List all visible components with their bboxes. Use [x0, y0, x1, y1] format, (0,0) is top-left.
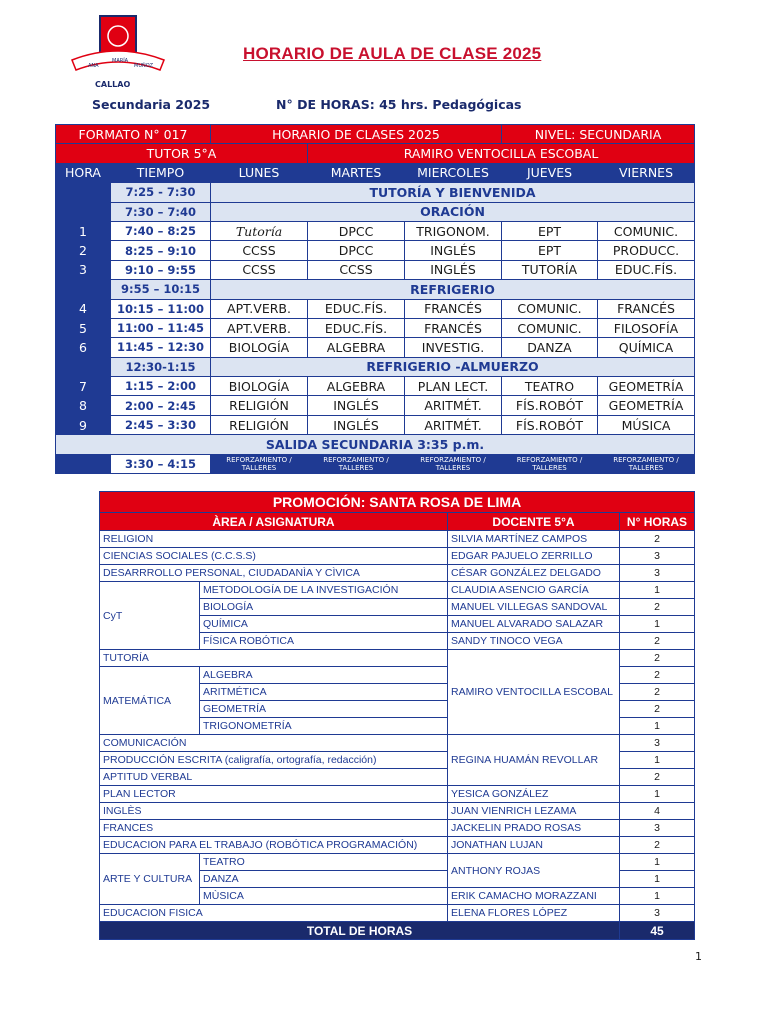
- table-row: INGLÈS JUAN VIENRICH LEZAMA 4: [100, 803, 695, 820]
- hour-number: 3: [56, 260, 111, 279]
- subject-cell: COMUNIC.: [502, 318, 598, 337]
- table-row: RELIGION SILVIA MARTÍNEZ CAMPOS 2: [100, 531, 695, 548]
- table-row: GEOMETRÍA 2: [100, 701, 695, 718]
- level-subtitle: Secundaria 2025: [92, 97, 211, 112]
- subject-cell: ARITMÉT.: [405, 415, 502, 434]
- hour-number: [56, 280, 111, 299]
- subject-cell: DANZA: [502, 338, 598, 357]
- column-header: TIEMPO: [111, 163, 211, 182]
- exit-row: [56, 435, 695, 454]
- subject-cell: ALGEBRA: [308, 338, 405, 357]
- table-row: DESARRROLLO PERSONAL, CIUDADANÌA Y CÌVICA CÉSAR GONZÁLEZ DELGADO 3: [100, 565, 695, 582]
- subject-cell: QUÍMICA: [598, 338, 695, 357]
- area-header: ÀREA / ASIGNATURA: [100, 513, 448, 531]
- column-header: LUNES: [211, 163, 308, 182]
- break-label: ORACIÓN: [211, 202, 695, 221]
- exit-time-label: SALIDA SECUNDARIA 3:35 p.m.: [56, 435, 695, 454]
- mat-docente: RAMIRO VENTOCILLA ESCOBAL: [448, 650, 620, 735]
- schedule-row: [56, 183, 695, 202]
- hour-number: [56, 454, 111, 473]
- time-slot: 8:25 – 9:10: [111, 241, 211, 260]
- subject-cell: RELIGIÓN: [211, 396, 308, 415]
- subject-cell: GEOMETRÍA: [598, 377, 695, 396]
- schedule-row: [56, 357, 695, 376]
- table-row: COMUNICACIÓN REGINA HUAMÁN REVOLLAR 3: [100, 735, 695, 752]
- time-slot: 10:15 – 11:00: [111, 299, 211, 318]
- subject-cell: FÍS.ROBÓT: [502, 396, 598, 415]
- subject-cell: FRANCÉS: [405, 318, 502, 337]
- reinforcement-cell: REFORZAMIENTO / TALLERES: [598, 454, 695, 473]
- schedule-row: [56, 280, 695, 299]
- table-row: ARTE Y CULTURA TEATRO ANTHONY ROJAS 1: [100, 854, 695, 871]
- subject-cell: EPT: [502, 241, 598, 260]
- reinforcement-row: [56, 454, 695, 473]
- time-slot: 7:40 – 8:25: [111, 221, 211, 240]
- schedule-row: [56, 396, 695, 415]
- subject-cell: BIOLOGÍA: [211, 338, 308, 357]
- schedule-row: [56, 338, 695, 357]
- subject-cell: FÍS.ROBÓT: [502, 415, 598, 434]
- subject-cell: INGLÉS: [308, 396, 405, 415]
- subject-cell: APT.VERB.: [211, 318, 308, 337]
- hour-number: 2: [56, 241, 111, 260]
- promotion-table: [99, 491, 695, 940]
- subject-cell: CCSS: [308, 260, 405, 279]
- svg-text:ANA: ANA: [88, 63, 99, 69]
- subject-cell: FILOSOFÍA: [598, 318, 695, 337]
- format-number: FORMATO N° 017: [56, 125, 211, 144]
- subject-cell: FRANCÉS: [598, 299, 695, 318]
- hour-number: 6: [56, 338, 111, 357]
- table-row: APTITUD VERBAL 2: [100, 769, 695, 786]
- break-label: TUTORÍA Y BIENVENIDA: [211, 183, 695, 202]
- level-label: NIVEL: SECUNDARIA: [502, 125, 695, 144]
- table-row: PLAN LECTOR YESICA GONZÁLEZ 1: [100, 786, 695, 803]
- table-row: BIOLOGÍA MANUEL VILLEGAS SANDOVAL 2: [100, 599, 695, 616]
- column-header-row: [56, 163, 695, 182]
- subject-cell: ARITMÉT.: [405, 396, 502, 415]
- subject-cell: DPCC: [308, 241, 405, 260]
- arte-docente: ANTHONY ROJAS: [448, 854, 620, 888]
- schedule-row: [56, 415, 695, 434]
- com-docente: REGINA HUAMÁN REVOLLAR: [448, 735, 620, 786]
- reinforcement-cell: REFORZAMIENTO / TALLERES: [308, 454, 405, 473]
- tutor-label: TUTOR 5°A: [56, 144, 308, 163]
- schedule-row: [56, 241, 695, 260]
- schedule-row: [56, 202, 695, 221]
- page-number: 1: [695, 950, 702, 963]
- subject-cell: EDUC.FÍS.: [308, 299, 405, 318]
- subject-cell: TUTORÍA: [502, 260, 598, 279]
- schedule-row: [56, 260, 695, 279]
- svg-text:MUÑOZ: MUÑOZ: [134, 63, 154, 69]
- total-row: [100, 922, 695, 940]
- subject-cell: MÚSICA: [598, 415, 695, 434]
- cyt-area: CyT: [100, 582, 200, 650]
- column-header: VIERNES: [598, 163, 695, 182]
- hour-number: 7: [56, 377, 111, 396]
- total-label: TOTAL DE HORAS: [100, 922, 620, 940]
- subject-cell: INGLÉS: [405, 260, 502, 279]
- subject-cell: DPCC: [308, 221, 405, 240]
- break-label: REFRIGERIO: [211, 280, 695, 299]
- time-slot: 3:30 – 4:15: [111, 454, 211, 473]
- table-row: DANZA 1: [100, 871, 695, 888]
- subject-cell: INGLÉS: [405, 241, 502, 260]
- table-row: EDUCACION FISICA ELENA FLORES LÓPEZ 3: [100, 905, 695, 922]
- schedule-table: [55, 124, 695, 474]
- subject-cell: EDUC.FÍS.: [598, 260, 695, 279]
- total-hours: 45: [620, 922, 695, 940]
- time-slot: 12:30-1:15: [111, 357, 211, 376]
- table-row: MATEMÁTICA ALGEBRA 2: [100, 667, 695, 684]
- subject-cell: GEOMETRÍA: [598, 396, 695, 415]
- subject-cell: INGLÉS: [308, 415, 405, 434]
- subject-cell: ALGEBRA: [308, 377, 405, 396]
- subject-cell: Tutoría: [211, 221, 308, 240]
- column-header: JUEVES: [502, 163, 598, 182]
- tutor-name: RAMIRO VENTOCILLA ESCOBAL: [308, 144, 695, 163]
- tutor-row: [56, 144, 695, 163]
- table-row: MÙSICA ERIK CAMACHO MORAZZANI 1: [100, 888, 695, 905]
- time-slot: 9:10 – 9:55: [111, 260, 211, 279]
- hour-number: 8: [56, 396, 111, 415]
- subject-cell: INVESTIG.: [405, 338, 502, 357]
- table-row: ARITMÉTICA 2: [100, 684, 695, 701]
- schedule-row: [56, 318, 695, 337]
- time-slot: 11:00 – 11:45: [111, 318, 211, 337]
- hours-subtitle: N° DE HORAS: 45 hrs. Pedagógicas: [276, 97, 522, 112]
- subject-cell: COMUNIC.: [502, 299, 598, 318]
- schedule-row: [56, 221, 695, 240]
- table-row: CyT METODOLOGÍA DE LA INVESTIGACIÓN CLAUDIA ASENCIO GARCÍA 1: [100, 582, 695, 599]
- hour-number: 1: [56, 221, 111, 240]
- column-header: MARTES: [308, 163, 405, 182]
- schedule-title: HORARIO DE CLASES 2025: [211, 125, 502, 144]
- arte-area: ARTE Y CULTURA: [100, 854, 200, 905]
- schedule-row: [56, 299, 695, 318]
- hour-number: [56, 202, 111, 221]
- subject-cell: PLAN LECT.: [405, 377, 502, 396]
- break-label: REFRIGERIO -ALMUERZO: [211, 357, 695, 376]
- subject-cell: CCSS: [211, 260, 308, 279]
- hour-number: 4: [56, 299, 111, 318]
- subject-cell: APT.VERB.: [211, 299, 308, 318]
- subject-cell: PRODUCC.: [598, 241, 695, 260]
- table-row: FÍSICA ROBÓTICA SANDY TINOCO VEGA 2: [100, 633, 695, 650]
- time-slot: 9:55 – 10:15: [111, 280, 211, 299]
- table-row: QUÍMICA MANUEL ALVARADO SALAZAR 1: [100, 616, 695, 633]
- subject-cell: CCSS: [211, 241, 308, 260]
- column-header: HORA: [56, 163, 111, 182]
- time-slot: 2:00 – 2:45: [111, 396, 211, 415]
- time-slot: 1:15 – 2:00: [111, 377, 211, 396]
- reinforcement-cell: REFORZAMIENTO / TALLERES: [405, 454, 502, 473]
- subject-cell: EDUC.FÍS.: [308, 318, 405, 337]
- reinforcement-cell: REFORZAMIENTO / TALLERES: [502, 454, 598, 473]
- column-header: MIERCOLES: [405, 163, 502, 182]
- subject-cell: BIOLOGÍA: [211, 377, 308, 396]
- horas-header: N° HORAS: [620, 513, 695, 531]
- page-title: HORARIO DE AULA DE CLASE 2025: [243, 44, 542, 63]
- subject-cell: TRIGONOM.: [405, 221, 502, 240]
- table-row: FRANCES JACKELIN PRADO ROSAS 3: [100, 820, 695, 837]
- table-row: CIENCIAS SOCIALES (C.C.S.S) EDGAR PAJUELO ZERRILLO 3: [100, 548, 695, 565]
- time-slot: 7:30 – 7:40: [111, 202, 211, 221]
- docente-header: DOCENTE 5°A: [448, 513, 620, 531]
- schedule-row: [56, 377, 695, 396]
- subject-cell: COMUNIC.: [598, 221, 695, 240]
- hour-number: 5: [56, 318, 111, 337]
- format-row: [56, 125, 695, 144]
- time-slot: 2:45 – 3:30: [111, 415, 211, 434]
- table-row: EDUCACION PARA EL TRABAJO (ROBÓTICA PROGRAMACIÓN) JONATHAN LUJAN 2: [100, 837, 695, 854]
- hour-number: [56, 183, 111, 202]
- hour-number: 9: [56, 415, 111, 434]
- time-slot: 7:25 - 7:30: [111, 183, 211, 202]
- subject-cell: EPT: [502, 221, 598, 240]
- table-row: TRIGONOMETRÍA 1: [100, 718, 695, 735]
- hour-number: [56, 357, 111, 376]
- logo-caption: CALLAO: [95, 80, 131, 89]
- time-slot: 11:45 – 12:30: [111, 338, 211, 357]
- subject-cell: FRANCÉS: [405, 299, 502, 318]
- subject-cell: RELIGIÓN: [211, 415, 308, 434]
- table-row: TUTORÍA RAMIRO VENTOCILLA ESCOBAL 2: [100, 650, 695, 667]
- svg-text:MARÍA: MARÍA: [112, 58, 129, 64]
- table-row: PRODUCCIÓN ESCRITA (caligrafía, ortografía, redacción) 1: [100, 752, 695, 769]
- mat-area: MATEMÁTICA: [100, 667, 200, 735]
- subject-cell: TEATRO: [502, 377, 598, 396]
- reinforcement-cell: REFORZAMIENTO / TALLERES: [211, 454, 308, 473]
- promotion-title: PROMOCIÓN: SANTA ROSA DE LIMA: [100, 492, 695, 513]
